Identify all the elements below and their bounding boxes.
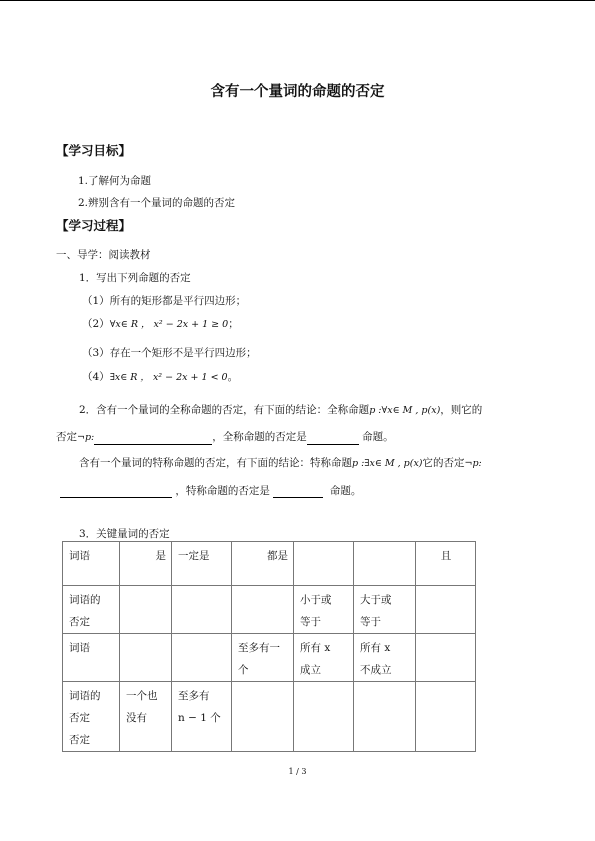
table-cell [120,586,172,634]
table-cell: 一个也 没有 [120,682,172,752]
q1-item-2-suffix: ； [228,318,239,330]
page-number: 1 / 3 [288,767,307,776]
table-cell: 一定是 [172,542,232,586]
q2-line-1 [79,403,482,418]
q2-line-4 [60,484,361,498]
table-cell: 所有 x 不成立 [354,634,416,682]
table-cell: 且 [416,542,476,586]
q1-item-4-suffix: 。 [227,371,239,383]
q2-line-2-mid: ，全称命题的否定是 [212,431,307,443]
q2-line-2-text: 否定 [56,431,77,443]
table-cell: 词语的 否定 否定 [63,682,120,752]
q2-line-2-end: 命题。 [362,431,394,443]
page-title: 含有一个量词的命题的否定 [210,84,385,100]
table-cell [416,586,476,634]
q2-line-3-mid: 它的否定 [422,457,465,469]
table-cell [294,542,354,586]
table-cell: 词语的 否定 [63,586,120,634]
goal-item-2: 2.辨别含有一个量词的命题的否定 [78,197,236,209]
quantifier-negation-table [62,541,476,752]
table-row [63,682,476,752]
q1-item-2-formula: ∀x∈ R ， x² − 2x + 1 ≥ 0 [109,319,229,330]
q2-line-2 [56,430,394,445]
table-cell [354,682,416,752]
table-row [63,586,476,634]
table-cell [120,634,172,682]
answer-blank[interactable] [307,432,359,445]
q1-label: 1．写出下列命题的否定 [79,272,191,284]
q1-item-2-prefix: （2） [82,318,110,330]
answer-blank[interactable] [60,485,172,498]
q1-item-4 [82,370,238,385]
q2-line-3 [79,456,482,471]
table-cell [354,542,416,586]
q1-item-2 [82,317,239,332]
goals-heading: 【学习目标】 [56,143,132,158]
table-cell: 小于或 等于 [294,586,354,634]
q1-item-1: （1）所有的矩形都是平行四边形； [82,295,247,307]
table-cell: 都是 [232,542,294,586]
q2-line-1-end: ，则它的 [440,404,483,416]
q1-item-4-prefix: （4） [82,371,110,383]
q2-line-1-formula: p :∀x∈ M , p(x) [369,405,441,416]
process-heading: 【学习过程】 [56,218,132,233]
table-cell: 所有 x 成立 [294,634,354,682]
q2-line-1-text: 2．含有一个量词的全称命题的否定，有下面的结论：全称命题 [79,404,370,416]
table-cell [294,682,354,752]
table-cell [172,586,232,634]
q2-line-4-end: 命题。 [329,485,362,497]
goal-item-1: 1.了解何为命题 [78,175,152,187]
q2-line-3-formula: p :∃x∈ M , p(x) [352,458,423,469]
q2-line-4-mid: ，特称命题的否定是 [175,485,270,497]
process-intro: 一、导学：阅读教材 [56,249,151,261]
table-cell [416,634,476,682]
table-cell: 是 [120,542,172,586]
table-cell [416,682,476,752]
table-cell [232,682,294,752]
table-cell: 词语 [63,542,120,586]
top-rule [0,0,595,1]
q3-label: 3．关键量词的否定 [79,528,170,540]
table-row [63,542,476,586]
table-cell: 至多有 n − 1 个 [172,682,232,752]
q2-line-3-formula-2: ¬p: [464,458,482,469]
table-cell: 大于或 等于 [354,586,416,634]
q1-item-3: （3）存在一个矩形不是平行四边形； [82,347,257,359]
table-cell: 词语 [63,634,120,682]
answer-blank[interactable] [273,485,323,498]
q1-item-4-formula: ∃x∈ R ， x² − 2x + 1 < 0 [109,372,228,383]
table-row [63,634,476,682]
q2-line-3-text: 含有一个量词的特称命题的否定，有下面的结论：特称命题 [79,457,352,469]
table-cell [172,634,232,682]
table-cell [232,586,294,634]
q2-line-2-formula: ¬p: [77,432,95,443]
answer-blank[interactable] [94,432,212,445]
table-cell: 至多有一 个 [232,634,294,682]
